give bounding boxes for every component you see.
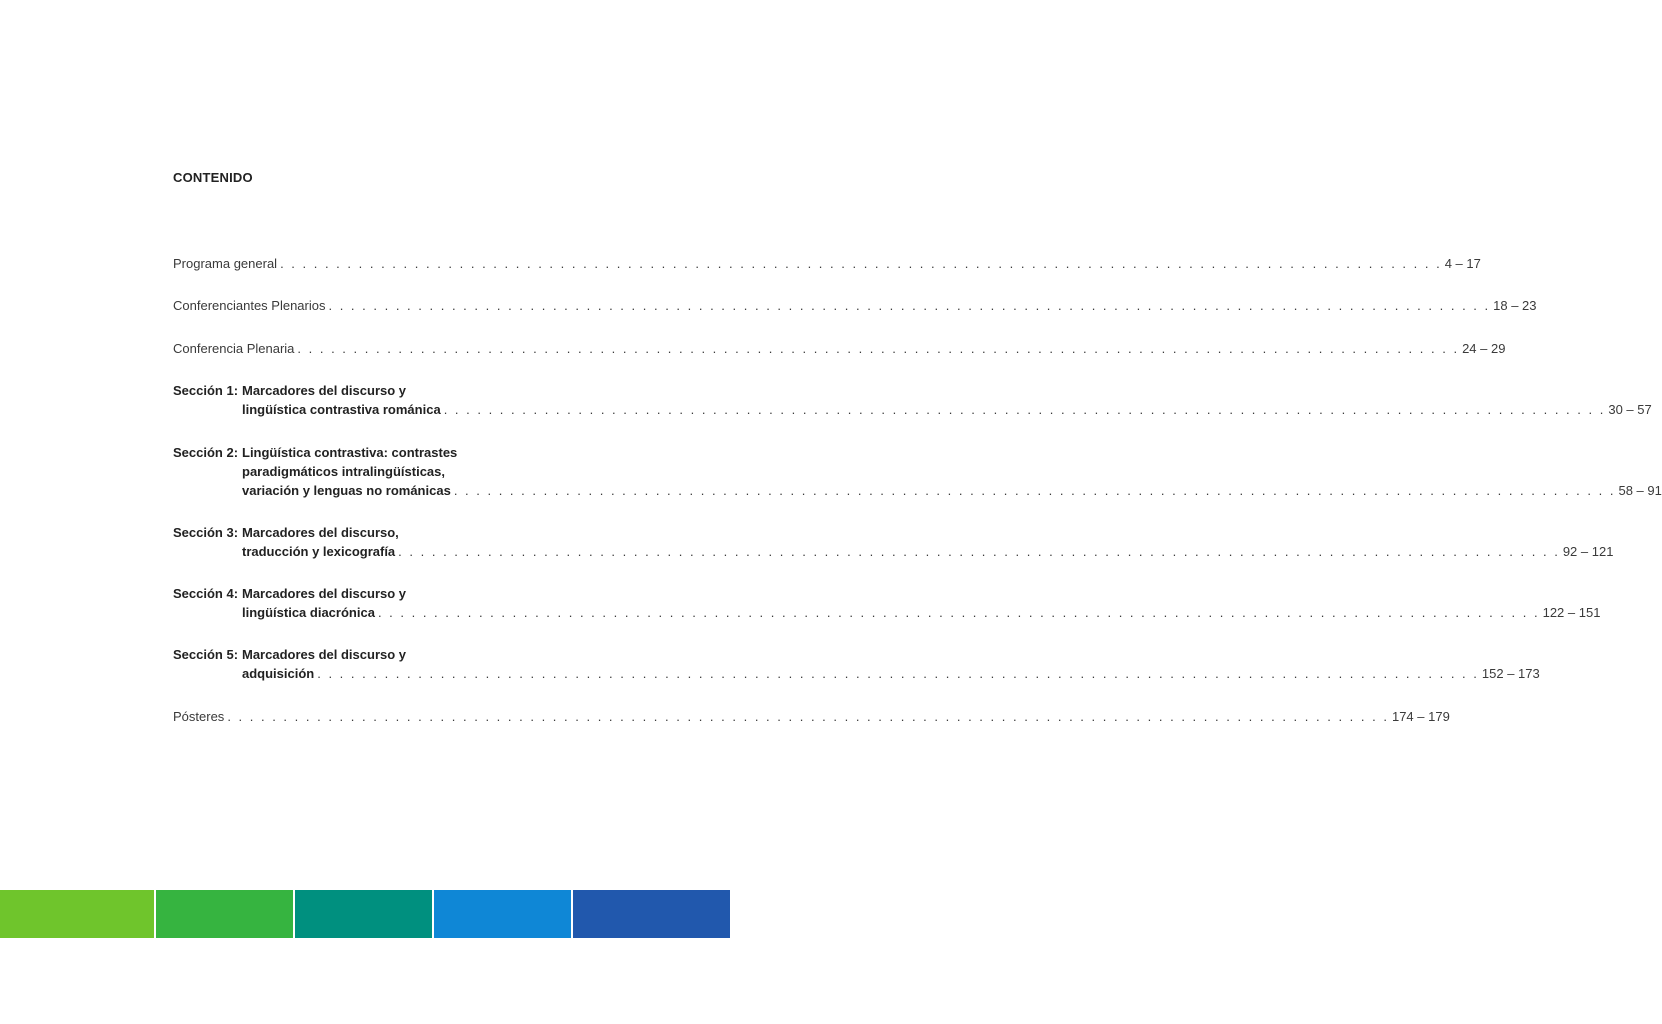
stripe-segment-sky-blue <box>434 890 571 938</box>
stripe-segment-teal <box>295 890 432 938</box>
section-title-line: Marcadores del discurso y <box>242 383 407 398</box>
section-title-line: lingüística contrastiva románica <box>242 402 441 417</box>
toc-entry-title: Programa general <box>173 256 278 271</box>
dot-leader: . . . . . . . . . . . . . . . . . . . . . . . . . . . . . . . . . . . . . . . . . . . . . . . . . . . . . . . . . . . . . . . . . . . . . . . . . . . . . . . . . . . . . . . . . . . . . . . . . . . . . . . . <box>280 256 1442 271</box>
toc-entry-title: Conferenciantes Plenarios <box>173 298 326 313</box>
section-title-line: lingüística diacrónica <box>242 605 375 620</box>
toc-entry-seccion-4[interactable] <box>173 584 1601 622</box>
stripe-segment-navy-blue <box>573 890 730 938</box>
dot-leader: . . . . . . . . . . . . . . . . . . . . . . . . . . . . . . . . . . . . . . . . . . . . . . . . . . . . . . . . . . . . . . . . . . . . . . . . . . . . . . . . . . . . . . . . . . . . . . . . . . . . . . . . <box>443 402 1606 417</box>
toc-entry-programa-general[interactable] <box>173 254 1481 273</box>
section-title-line: variación y lenguas no románicas <box>242 483 451 498</box>
toc-entry-seccion-3[interactable] <box>173 523 1614 561</box>
toc-entry-title: Conferencia Plenaria <box>173 341 295 356</box>
toc-entry-conferencia-plenaria[interactable] <box>173 339 1506 358</box>
page-range: 122 – 151 <box>1542 605 1601 620</box>
section-title-line: Marcadores del discurso y <box>242 647 407 662</box>
dot-leader: . . . . . . . . . . . . . . . . . . . . . . . . . . . . . . . . . . . . . . . . . . . . . . . . . . . . . . . . . . . . . . . . . . . . . . . . . . . . . . . . . . . . . . . . . . . . . . . . . . . . . . . . <box>377 605 1540 620</box>
toc-entry-posteres[interactable] <box>173 707 1450 726</box>
toc-entry-title: Pósteres <box>173 709 225 724</box>
dot-leader: . . . . . . . . . . . . . . . . . . . . . . . . . . . . . . . . . . . . . . . . . . . . . . . . . . . . . . . . . . . . . . . . . . . . . . . . . . . . . . . . . . . . . . . . . . . . . . . . . . . . . . . . <box>317 666 1479 681</box>
section-title-line: Marcadores del discurso, <box>242 525 399 540</box>
section-label: Sección 5: <box>173 647 239 662</box>
section-label: Sección 2: <box>173 445 239 460</box>
page-range: 92 – 121 <box>1562 544 1614 559</box>
page-range: 152 – 173 <box>1481 666 1540 681</box>
toc-heading: CONTENIDO <box>173 170 253 185</box>
section-label: Sección 3: <box>173 525 239 540</box>
section-title-line: traducción y lexicografía <box>242 544 396 559</box>
page-range: 4 – 17 <box>1444 256 1481 271</box>
page-range: 18 – 23 <box>1493 298 1537 313</box>
section-title-line: paradigmáticos intralingüísticas, <box>242 464 445 479</box>
section-title-line: Marcadores del discurso y <box>242 586 407 601</box>
stripe-segment-green <box>156 890 293 938</box>
page-range: 174 – 179 <box>1391 709 1450 724</box>
section-title-line: Lingüística contrastiva: contrastes <box>242 445 458 460</box>
toc-entry-seccion-5[interactable] <box>173 645 1540 683</box>
toc-entry-conferenciantes-plenarios[interactable] <box>173 296 1537 315</box>
dot-leader: . . . . . . . . . . . . . . . . . . . . . . . . . . . . . . . . . . . . . . . . . . . . . . . . . . . . . . . . . . . . . . . . . . . . . . . . . . . . . . . . . . . . . . . . . . . . . . . . . . . . . . . . <box>297 341 1460 356</box>
dot-leader: . . . . . . . . . . . . . . . . . . . . . . . . . . . . . . . . . . . . . . . . . . . . . . . . . . . . . . . . . . . . . . . . . . . . . . . . . . . . . . . . . . . . . . . . . . . . . . . . . . . . . . . . <box>227 709 1389 724</box>
dot-leader: . . . . . . . . . . . . . . . . . . . . . . . . . . . . . . . . . . . . . . . . . . . . . . . . . . . . . . . . . . . . . . . . . . . . . . . . . . . . . . . . . . . . . . . . . . . . . . . . . . . . . . . . <box>453 483 1616 498</box>
section-title-line: adquisición <box>242 666 315 681</box>
dot-leader: . . . . . . . . . . . . . . . . . . . . . . . . . . . . . . . . . . . . . . . . . . . . . . . . . . . . . . . . . . . . . . . . . . . . . . . . . . . . . . . . . . . . . . . . . . . . . . . . . . . . . . . . <box>328 298 1491 313</box>
stripe-segment-lime <box>0 890 154 938</box>
toc-entry-seccion-1[interactable] <box>173 381 1652 419</box>
section-label: Sección 4: <box>173 586 239 601</box>
page-range: 24 – 29 <box>1462 341 1506 356</box>
page-range: 30 – 57 <box>1608 402 1652 417</box>
page-range: 58 – 91 <box>1618 483 1662 498</box>
color-stripe <box>0 890 730 938</box>
toc-entry-seccion-2[interactable] <box>173 443 1662 500</box>
section-label: Sección 1: <box>173 383 239 398</box>
dot-leader: . . . . . . . . . . . . . . . . . . . . . . . . . . . . . . . . . . . . . . . . . . . . . . . . . . . . . . . . . . . . . . . . . . . . . . . . . . . . . . . . . . . . . . . . . . . . . . . . . . . . . . . . <box>398 544 1560 559</box>
